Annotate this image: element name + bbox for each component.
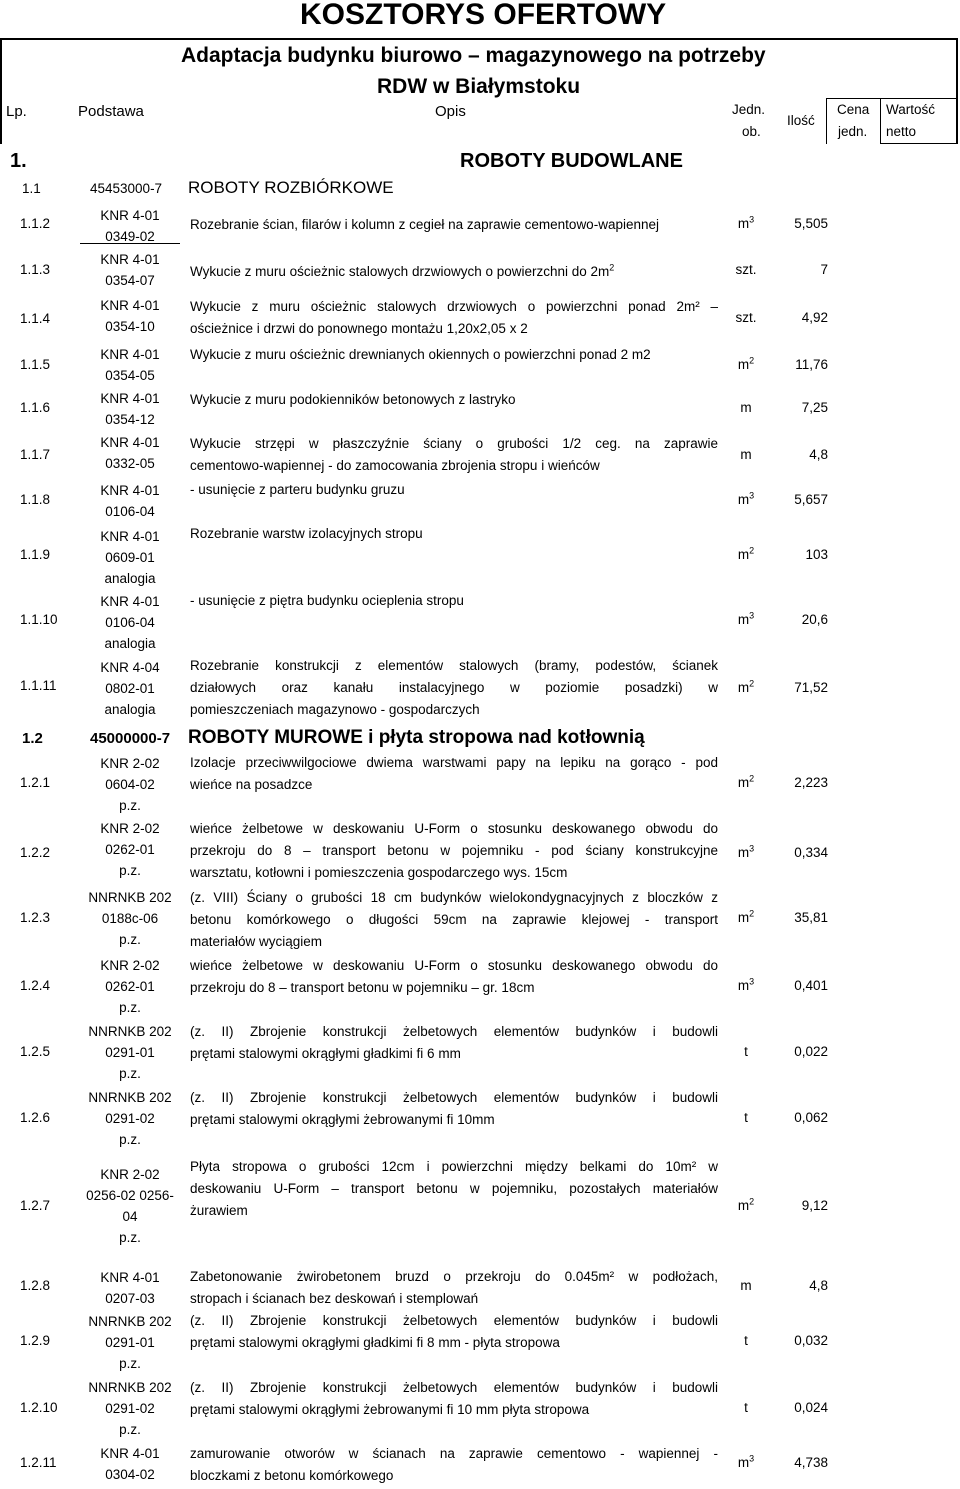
item-basis-line: 0207-03 (105, 1291, 155, 1306)
item-quantity: 0,022 (794, 1044, 828, 1059)
item-description-line: działowych oraz kanału instalacyjnego w poziomie posadzki) w (190, 680, 718, 695)
item-description-line: Wykucie z muru ościeżnic stalowych drzwiowych o powierzchni ponad 2m² – (190, 299, 718, 314)
item-unit (728, 680, 764, 695)
item-basis-line: 0262-01 (105, 842, 155, 857)
item-quantity: 2,223 (794, 775, 828, 790)
item-basis-line: 0106-04 (105, 504, 155, 519)
item-description-line: Płyta stropowa o grubości 12cm i powierzchni między belkami do 10m² w (190, 1159, 718, 1174)
item-basis-line: p.z. (119, 932, 141, 947)
item-number: 1.2.1 (20, 775, 51, 790)
item-description-line: (z. VIII) Ściany o grubości 18 cm budynków wielokondygnacyjnych z bloczków z (190, 890, 718, 905)
item-number: 1.2.2 (20, 845, 51, 860)
item-unit-text: m (740, 447, 752, 462)
item-basis-line: 0262-01 (105, 979, 155, 994)
item-basis-line: KNR 4-01 (100, 347, 160, 362)
item-unit-text: t (744, 1333, 748, 1348)
item-number: 1.2.11 (20, 1455, 57, 1470)
item-basis-line: 0304-02 (105, 1467, 155, 1482)
item-basis-line: 0332-05 (105, 456, 155, 471)
item-number: 1.2.10 (20, 1400, 58, 1415)
item-basis-line: p.z. (119, 1066, 141, 1081)
item-basis-line: 0291-02 (105, 1111, 155, 1126)
item-description-line: (z. II) Zbrojenie konstrukcji żelbetowych elementów budynków i budowli (190, 1313, 718, 1328)
item-quantity: 20,6 (801, 612, 828, 627)
unit-exponent: 2 (749, 773, 755, 784)
item-unit-text: t (744, 1044, 748, 1059)
item-unit (728, 1455, 764, 1470)
group-number: 1.2 (22, 730, 43, 747)
item-description-line: Wykucie strzępi w płaszczyźnie ściany o grubości 1/2 ceg. na zaprawie (190, 436, 718, 451)
item-quantity: 0,062 (794, 1110, 828, 1125)
frame-right (956, 38, 958, 144)
item-unit-text: m (737, 216, 750, 231)
group-title: ROBOTY MUROWE i płyta stropowa nad kotłownią (188, 727, 645, 748)
item-description-line: zamurowanie otworów w ścianach na zaprawie cementowo - wapiennej - (190, 1446, 718, 1461)
item-description-line: betonu komórkowego o długości 59cm na zaprawie klejowej - transport (190, 912, 718, 927)
item-basis-line: NNRNKB 202 (88, 1314, 172, 1329)
unit-exponent: 3 (749, 843, 755, 854)
item-unit (728, 216, 764, 231)
unit-exponent: 2 (749, 908, 755, 919)
group-cpv-code: 45453000-7 (90, 181, 163, 196)
item-basis-line: 0354-07 (105, 273, 155, 288)
item-quantity: 0,024 (794, 1400, 828, 1415)
item-number: 1.1.10 (20, 612, 58, 627)
item-basis-line: analogia (104, 571, 156, 586)
item-quantity: 11,76 (795, 357, 828, 372)
item-unit-text: t (744, 1110, 748, 1125)
item-description-line: przekroju do 8 – transport betonu w pojemniku – gr. 18cm (190, 980, 535, 995)
col-header-value-line1: Wartość (886, 102, 936, 117)
item-basis-line: 0604-02 (105, 777, 155, 792)
item-unit (728, 775, 764, 790)
item-basis-line: p.z. (119, 1356, 141, 1371)
item-basis-line: KNR 4-01 (100, 483, 160, 498)
document-subtitle-line2: RDW w Białymstoku (377, 75, 581, 98)
item-description-line: wieńce żelbetowe w deskowaniu U-Form o stosunku deskowanego obwodu do (190, 821, 718, 836)
item-number: 1.2.5 (20, 1044, 51, 1059)
item-quantity: 5,657 (794, 492, 828, 507)
item-unit-text: szt. (735, 310, 757, 325)
item-basis-line: p.z. (119, 1000, 141, 1015)
value-column-divider (880, 98, 881, 144)
item-unit-text: m (737, 1198, 750, 1213)
item-description-line: prętami stalowymi okrągłymi gładkimi fi 6 mm (190, 1046, 461, 1061)
item-description-line: przekroju do 8 – transport betonu w pojemniku - pod ściany konstrukcyjne (190, 843, 718, 858)
item-number: 1.2.3 (20, 910, 51, 925)
item-unit-text: m (737, 910, 750, 925)
item-description-line: Zabetonowanie żwirobetonem bruzd o przekroju do 0.045m² w podłożach, (190, 1269, 718, 1284)
document-subtitle-line1: Adaptacja budynku biurowo – magazynowego na potrzeby (181, 44, 766, 67)
item-basis-line: NNRNKB 202 (88, 1024, 172, 1039)
item-basis-line: p.z. (119, 863, 141, 878)
item-quantity: 35,81 (794, 910, 828, 925)
group-number: 1.1 (22, 181, 41, 196)
item-unit-text: m (737, 775, 750, 790)
item-description-line: Wykucie z muru podokienników betonowych z lastryko (190, 392, 516, 407)
item-number: 1.1.11 (20, 678, 57, 693)
item-unit (728, 400, 764, 415)
document-title: KOSZTORYS OFERTOWY (300, 0, 667, 31)
item-unit (728, 612, 764, 627)
item-basis-line: 0354-05 (105, 368, 155, 383)
item-quantity: 5,505 (794, 216, 828, 231)
item-description-line: deskowaniu U-Form – transport betonu w pojemniku, pozostałych materiałów (190, 1181, 718, 1196)
item-unit-text: m (740, 400, 752, 415)
item-unit-text: m (737, 978, 750, 993)
item-quantity: 0,334 (794, 845, 828, 860)
item-description-line: (z. II) Zbrojenie konstrukcji żelbetowych elementów budynków i budowli (190, 1024, 718, 1039)
item-number: 1.1.6 (20, 400, 51, 415)
item-unit (728, 547, 764, 562)
item-quantity: 4,8 (809, 447, 828, 462)
item-basis-line: KNR 4-01 (100, 435, 160, 450)
item-basis-line: 0106-04 (105, 615, 155, 630)
item-basis-line: KNR 4-01 (100, 529, 160, 544)
item-unit-text: szt. (735, 262, 757, 277)
item-description-line: - usunięcie z piętra budynku ocieplenia stropu (190, 593, 464, 608)
item-quantity: 0,401 (794, 978, 828, 993)
col-header-unit-line2: ob. (742, 124, 761, 139)
item-basis-line: p.z. (119, 798, 141, 813)
col-header-desc: Opis (435, 103, 466, 120)
unit-exponent: 3 (749, 976, 755, 987)
col-header-price-line2: jedn. (838, 124, 868, 139)
unit-exponent: 3 (749, 490, 755, 501)
item-basis-line: p.z. (119, 1230, 141, 1245)
item-number: 1.1.2 (20, 216, 51, 231)
item-quantity: 71,52 (794, 680, 828, 695)
group-cpv-code: 45000000-7 (90, 730, 171, 747)
item-basis-line: KNR 4-01 (100, 252, 160, 267)
item-description-line: bloczkami z betonu komórkowego (190, 1468, 394, 1483)
item-description-line: wieńce na posadzce (190, 777, 313, 792)
item-description-line: Wykucie z muru ościeżnic drewnianych okiennych o powierzchni ponad 2 m2 (190, 347, 651, 362)
unit-exponent: 2 (749, 355, 755, 366)
item-basis-line: 0188c-06 (101, 911, 159, 926)
item-description-line: prętami stalowymi okrągłymi żebrowanymi fi 10 mm płyta stropowa (190, 1402, 590, 1417)
item-unit-text: m (737, 612, 750, 627)
item-description-line: cementowo-wapiennej - do zamocowania zbrojenia stropu i wieńców (190, 458, 600, 473)
item-basis-line: analogia (104, 636, 156, 651)
item-number: 1.1.7 (20, 447, 51, 462)
item-unit (728, 978, 764, 993)
item-basis-line: 0802-01 (105, 681, 155, 696)
item-basis-line: 0609-01 (105, 550, 155, 565)
item-basis-line: KNR 2-02 (100, 756, 160, 771)
item-unit-text: m (737, 1455, 750, 1470)
item-unit-text: m (737, 547, 750, 562)
item-number: 1.2.9 (20, 1333, 51, 1348)
item-basis-line: 0291-01 (105, 1335, 155, 1350)
item-unit-text: m (740, 1278, 752, 1293)
item-description-line: Rozebranie ścian, filarów i kolumn z cegieł na zaprawie cementowo-wapiennej (190, 217, 659, 232)
item-description-line: Rozebranie konstrukcji z elementów stalowych (bramy, podestów, ścianek (190, 658, 718, 673)
header-divider (826, 98, 956, 99)
item-number: 1.1.3 (20, 262, 51, 277)
col-header-basis: Podstawa (78, 103, 144, 120)
item-basis-line: KNR 4-01 (100, 391, 160, 406)
item-basis-line: 0354-10 (105, 319, 155, 334)
superscript: 2 (609, 262, 615, 273)
item-description-line: Wykucie z muru ościeżnic stalowych drzwiowych o powierzchni do $2m^2$ (190, 262, 615, 279)
item-unit (728, 1400, 764, 1415)
item-number: 1.1.9 (20, 547, 51, 562)
item-basis-line: KNR 4-01 (100, 594, 160, 609)
frame-header-bottom (880, 143, 958, 144)
item-unit (728, 1198, 764, 1213)
item-unit (728, 910, 764, 925)
unit-exponent: 2 (749, 1196, 755, 1207)
item-unit (728, 1044, 764, 1059)
item-basis-line: KNR 4-01 (100, 1446, 160, 1461)
item-basis-line: 0291-01 (105, 1045, 155, 1060)
item-quantity: 0,032 (794, 1333, 828, 1348)
item-description-line: Rozebranie warstw izolacyjnych stropu (190, 526, 423, 541)
item-description-line: prętami stalowymi okrągłymi gładkimi fi 8 mm - płyta stropowa (190, 1335, 560, 1350)
item-unit-text: m (737, 680, 750, 695)
item-unit (728, 310, 764, 325)
item-basis-line: 0291-02 (105, 1401, 155, 1416)
item-basis-line: KNR 4-01 (100, 1270, 160, 1285)
item-quantity: 4,738 (794, 1455, 828, 1470)
item-basis-line: KNR 2-02 (100, 821, 160, 836)
item-basis-line: p.z. (119, 1422, 141, 1437)
item-unit-text: m (737, 357, 750, 372)
item-number: 1.2.8 (20, 1278, 51, 1293)
section-title: ROBOTY BUDOWLANE (460, 150, 683, 172)
unit-exponent: 2 (749, 545, 755, 556)
item-description-line: wieńce żelbetowe w deskowaniu U-Form o stosunku deskowanego obwodu do (190, 958, 718, 973)
item-basis-line: p.z. (119, 1132, 141, 1147)
item-basis-line: KNR 2-02 (100, 1167, 160, 1182)
item-unit (728, 492, 764, 507)
item-quantity: 103 (805, 547, 828, 562)
unit-exponent: 3 (749, 1453, 755, 1464)
item-unit (728, 447, 764, 462)
item-description-line: - usunięcie z parteru budynku gruzu (190, 482, 405, 497)
item-quantity: 7,25 (801, 400, 828, 415)
item-basis-line: NNRNKB 202 (88, 890, 172, 905)
item-number: 1.1.8 (20, 492, 51, 507)
item-description-line: stropach i ścianach bez deskowań i stemplowań (190, 1291, 479, 1306)
section-number: 1. (10, 150, 27, 172)
item-unit-text: t (744, 1400, 748, 1415)
item-basis-line: KNR 2-02 (100, 958, 160, 973)
item-description-line: pomieszczeniach magazynowo - gospodarczych (190, 702, 480, 717)
price-column-divider (826, 98, 827, 144)
col-header-qty: Ilość (787, 113, 815, 128)
item-basis-line: 04 (122, 1209, 138, 1224)
group-title: ROBOTY ROZBIÓRKOWE (188, 178, 394, 197)
item-unit (728, 262, 764, 277)
unit-exponent: 2 (749, 678, 755, 689)
unit-exponent: 3 (749, 610, 755, 621)
item-unit-text: m (737, 492, 750, 507)
item-basis-line: KNR 4-01 (100, 208, 160, 223)
frame-left (0, 38, 2, 144)
item-basis-line: NNRNKB 202 (88, 1380, 172, 1395)
item-number: 1.2.6 (20, 1110, 51, 1125)
item-basis-line: 0256-02 0256- (86, 1188, 174, 1203)
item-description-line: Izolacje przeciwwilgociowe dwiema warstwami papy na lepiku na gorąco - pod (190, 755, 718, 770)
item-description-line: prętami stalowymi okrągłymi żebrowanymi fi 10mm (190, 1112, 495, 1127)
item-number: 1.1.4 (20, 311, 51, 326)
item-basis-line: KNR 4-01 (100, 298, 160, 313)
item-unit (728, 357, 764, 372)
item-description-line: materiałów wyciągiem (190, 934, 323, 949)
item-unit-text: m (737, 845, 750, 860)
col-header-unit-line1: Jedn. (732, 102, 766, 117)
item-unit (728, 1333, 764, 1348)
item-number: 1.1.5 (20, 357, 51, 372)
item-basis-line: NNRNKB 202 (88, 1090, 172, 1105)
item-unit (728, 1110, 764, 1125)
item-quantity: 4,8 (809, 1278, 828, 1293)
item-number: 1.2.7 (20, 1198, 51, 1213)
item-unit (728, 1278, 764, 1293)
item-quantity: 9,12 (801, 1198, 828, 1213)
item-basis-line: analogia (104, 702, 156, 717)
item-basis-line: 0349-02 (105, 229, 155, 244)
item-basis-line: 0354-12 (105, 412, 155, 427)
col-header-lp: Lp. (6, 103, 27, 120)
col-header-price-line1: Cena (837, 102, 870, 117)
col-header-value-line2: netto (886, 124, 917, 139)
unit-exponent: 3 (749, 214, 755, 225)
item-description-line: (z. II) Zbrojenie konstrukcji żelbetowych elementów budynków i budowli (190, 1090, 718, 1105)
item-basis-line: KNR 4-04 (100, 660, 160, 675)
item-description-line: (z. II) Zbrojenie konstrukcji żelbetowych elementów budynków i budowli (190, 1380, 718, 1395)
item-description-line: żurawiem (190, 1203, 248, 1218)
item-description-line: warsztatu, kotłowni i pomieszczenia gospodarczego wys. 15cm (190, 865, 568, 880)
item-description-line: ościeżnice i drzwi do ponownego montażu 1,20x2,05 x 2 (190, 321, 528, 336)
item-number: 1.2.4 (20, 978, 51, 993)
item-unit (728, 845, 764, 860)
item-quantity: 7 (820, 262, 828, 277)
item-quantity: 4,92 (801, 310, 828, 325)
frame-top (0, 38, 958, 40)
